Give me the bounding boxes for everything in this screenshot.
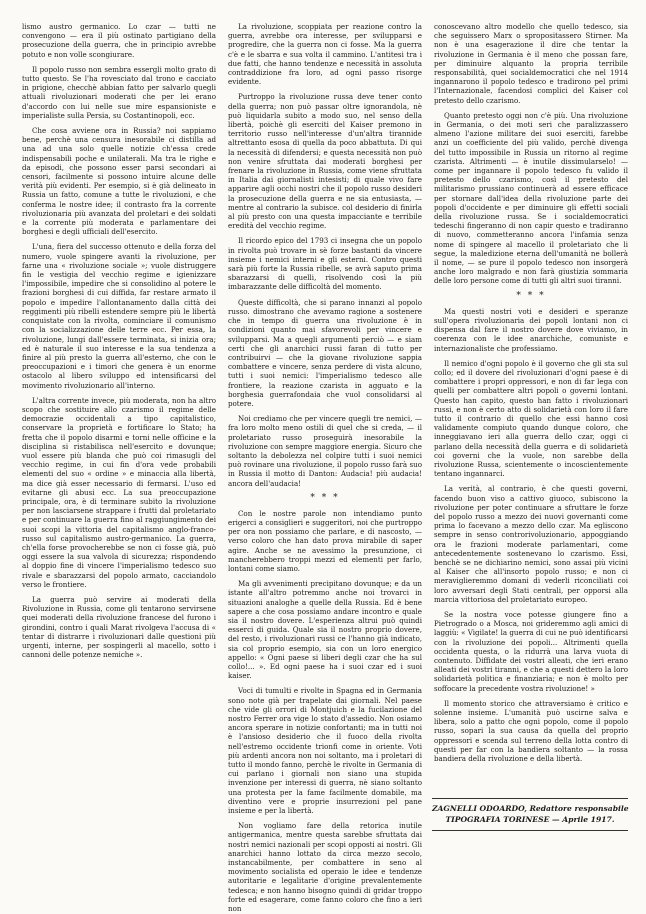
paragraph: Il ricordo epico del 1793 ci insegna che un popolo in rivolta può trovare in sè forze bastanti da vincere insieme i nemici interni e gli esterni. Contro questi sarà più forte la Russia ribelle, se avrà saputo prima sbarazzarsi di quelli, risolvendo così la più imbarazzante delle difficoltà del momento. [228,236,422,292]
paragraph: Il nemico d'ogni popolo è il governo che gli sta sul collo; ed il dovere del rivoluzionari d'ogni paese è di combattere i propri oppressori, e non di far lega con quelli per combattere altri popoli o governi lontani. Questo han capito, questo han fatto i rivoluzionari russi, e non è certo atto di solidarietà con loro il fare tutto il contrario di quello che essi hanno così validamente compiuto quando dunque coloro, che inneggiavano ieri alla guerra dello czar, oggi ci parlano della necessità della guerra e di solidarietà coi governi che la vuole, non sarebbe della rivoluzione Russa, scientemente o incoscientemente tentano ingannarci. [434,358,628,479]
paragraph: lismo austro germanico. Lo czar — tutti ne convengono — era il più ostinato partigiano della prosecuzione della guerra, che in principio avrebbe potuto e non volle scongiurare. [22,22,216,59]
section-separator: * * * [516,290,546,301]
paragraph: conoscevano altro modello che quello tedesco, sia che seguissero Marx o spropositassero Stirner. Ma non è una esagerazione il dire che tentar la rivoluzione in Germania è il meno che possan fare, per diminuire alquanto la propria terribile responsabilità, quei socialdemocratici che nel 1914 ingannarono il popolo tedesco e tradirono pel primi l'Internazionale, facendosi complici del Kaiser col pretesto dello czarismo. [434,22,628,105]
footer-rule [432,798,628,799]
paragraph: Non vogliamo fare della retorica inutile antigermanica, mentre questa sarebbe sfruttata dai nostri nemici nazionali per scopi opposti ai nostri. Gli anarchici hanno lottato da circa mezzo secolo, instancabilmente, per combattere in seno al movimento socialista ed operaio le idee e tendenze autoritarie e legalitarie d'origine prevalentemente tedesca; e non hanno bisogno quindi di gridar troppo forte ed esagerare, come fanno coloro che fino a ieri non [228,821,422,914]
paragraph: L'una, fiera del successo ottenuto e della forza del numero, vuole spingere avanti la rivoluzione, per farne una « rivoluzione sociale »; vuole distruggere fin le vestigia del vecchio regime e igienizzare l'impossibile, impedire che si consolidino al potere le frazioni borghesi di cui diffida, far restare armato il popolo e impedire l'allontanamento dalla città dei reggimenti più ribelli estendere sempre più le libertà conquistate con la rivolta, cominciare il comunismo con la socializzazione delle terre ecc. Per essa, la rivoluzione, lungi dall'essere terminata, si inizia ora; ed è naturale il suo interesse e la sua tendenza a finire al più presto la guerra all'esterno, che con le preoccupazioni e i timori che genera è un enorme ostacolo al libero sviluppo ed intensificarsi del movimento rivoluzionario all'interno. [22,242,216,390]
paragraph: Se la nostra voce potesse giungere fino a Pietrogrado o a Mosca, noi grideremmo agli amici di laggiù: « Vigilate! la guerra di cui ne può identificarsi con la rivoluzione dei popoli... Altrimenti quella occidenta questa, o la ridurrà una larva vuota di contenuto. Diffidate dei vostri alleati, che ieri erano alleati dei vostri tiranni, e che a questi dettero la loro solidarietà politica e finanziaria; e non è molto per soffocare la precedente vostra rivoluzione! » [434,609,628,693]
paragraph: La verità, al contrario, è che questi governi, facendo buon viso a cattivo giuoco, subiscono la rivoluzione per poter continuare a sfruttare le forze del popolo russo a mezzo dei nuovi governanti come prima lo facevano a mezzo dello czar. Ma egliscono sempre in senso controrivoluzionario, appoggiando ora le frazioni moderate parlamentari, come antecedentemente sostenevano lo czarismo. Essi, benchè se ne dichiarino nemici, sono assai più vicini al Kaiser che all'insorto popolo russo; e non ci meraviglieremmo domani di vederli riconciliati coi loro avversari degli Stati centrali, per opporsi alla marcia vittoriosa del proletariato europeo. [434,484,628,604]
paragraph: Il popolo russo non sembra essergli molto grato di tutto questo. Se l'ha rovesciato dal trono e cacciato in prigione, checchè abbian fatto per salvarlo quegli attuali rivoluzionari moderati che per lei erano d'accordo con lui nelle sue mire espansioniste e imperialiste sulla Persia, su Costantinopoli, ecc. [22,64,216,120]
imprint-footer [432,798,628,831]
paragraph: Voci di tumulti e rivolte in Spagna ed in Germania sono note già per trapelate dai giornali. Nel paese che vide gli orrori di Montjuich e la fucilazione del nostro Ferrer ora vige lo stato d'assedio. Non osiamo ancora sperare in notizie confortanti; ma in tutti noi è l'ansioso desiderio che il fuoco della rivolta nell'estremo occidente trionfi come in oriente. Voti più ardenti ancora non noi soltanto, ma i proletari di tutto il mondo fanno, perchè le rivolte in Germania di cui parlano i giornali non siano una stupida invenzione per interessi di guerra, nè siano soltanto una protesta per la fame facilmente domabile, ma diventino vere e proprie insurrezioni pel pane insieme e per la libertà. [228,686,422,816]
paragraph: La rivoluzione, scoppiata per reazione contro la guerra, avrebbe ora interesse, per svilupparsi e progredire, che la guerra non ci fosse. Ma la guerra c'è e le sbarra e sua volta il cammino. L'antitesi tra i due fatti, che hanno tendenze e necessità in assoluta contraddizione fra loro, ad ogni passo risorge evidente. [228,22,422,87]
paragraph: Che cosa avviene ora in Russia? noi sappiamo bene, perchè una censura inesorabile ci distilla ad una ad una solo quelle notizie ch'essa crede indispensabili poche e unilaterali. Ma tra le righe e da episodi, che possono esser parsi secondari ai censori, facilmente si possono intuire alcune delle verità più evidenti. Per esempio, si è già delineato in Russia un fatto, comune a tutte le rivoluzioni, e che conferma le nostre idee; il contrasto fra la corrente rivoluzionaria più avanzata del proletari e dei soldati e la corrente più moderata e parlamentare dei borghesi e degli ufficiali dell'esercito. [22,126,216,237]
column-3 [434,22,628,812]
paragraph: Quanto pretesto oggi non c'è più. Una rivoluzione in Germania, o dei moti seri che paralizzassero almeno l'azione militare dei suoi eserciti, farebbe anzi un coefficiente del più valido, perchè divenga del tutto impossibile in Russia un ritorno al regime czarista. Altrimenti — è inutile dissimularselo! — come per ingannare il popolo tedesco fu valido il pretesto dello czarismo, così il pretesto del militarismo prussiano continuerà ad essere efficace per stornare dall'idea della rivoluzione parte dei popoli d'occidente e per diminuire gli effetti sociali della rivoluzione russa. Se i socialdemocratici tedeschi fingeranno di non capir questo e tradiranno di nuovo, commetteranno ancora l'infamia senza nome di spingere al macello il proletariato che li segue, la maledizione eterna dell'umanità ne bollerà il nome, — se pure il popolo tedesco non insorgerà anche loro malgrado e non farà giustizia sommaria delle loro persone come di tutti gli altri suoi tiranni. [434,110,628,286]
paragraph: Con le nostre parole non intendiamo punto erigerci a consiglieri e suggeritori, noi che purtroppo per ora non possiamo che parlare, e di nascosto, — verso coloro che han dato prova mirabile di saper agire. Anche se ne avessimo la presunzione, ci mancherebbero troppi mezzi ed elementi per farlo, lontani come siamo. [228,508,422,573]
paragraph: Purtroppo la rivoluzione russa deve tener conto della guerra; non può passar oltre ignorandola, nè può liquidarla subito a modo suo, nel senso della libertà, poichè gli eserciti del Kaiser premono in territorio russo nell'interesse d'un'altra tirannide altrettanto esosa di quella da poco abbattuta. Di qui la necessità di difendersi; e questa necessità non può non venire sfruttata dai moderati borghesi per frenare la rivoluzione in Russia, come viene sfruttata in Italia dai giornalisti intesisti; di quale vivo fare apparire agli occhi nostri che il popolo russo desideri la prosecuzione della guerra e ne sia entusiasta, — mentre al contrario la subisce. col desiderio di finirla al più presto con una questa impacciante e terribile eredità del vecchio regime. [228,92,422,231]
paragraph: Ma gli avvenimenti precipitano dovunque; e da un istante all'altro potremmo anche noi trovarci in situazioni analoghe a quelle della Russia. Ed è bene sapere a che cosa possiamo andare incontro e quale sia il nostro dovere. L'esperienza altrui può quindi esserci di guida. Quale sia il nostro proprio dovere, del resto, i rivoluzionari russi ce l'hanno già indicato, sia col proprio esempio, sia con un loro energico appello: « Ogni paese si liberi degli czar che ha sul collo!... ». Ed ogni paese ha i suoi czar ed i suoi kaiser. [228,579,422,681]
footer-rule [432,830,628,831]
paragraph: Noi crediamo che per vincere quegli tre nemici, — fra loro molto meno ostili di quel che si creda, — il proletariato russo proseguirà inesorabile la rivoluzione con sempre maggiore energia. Sicuro che soltanto la debolezza nel colpire tutti i suoi nemici può rovinare una rivoluzione, il popolo russo farà suo in Russia il motto di Danton: Audacia! più audacia! ancora dell'audacia! [228,414,422,488]
responsible-editor: ZAGNELLI ODOARDO, Redattore responsabile [432,804,629,813]
paragraph: Queste difficoltà, che si parano innanzi al popolo russo. dimostrano che avevamo ragione a sostenere che in tempo di guerra una rivoluzione è in condizioni quanto mai sfavorevoli per vincere e svilupparsi. Ma a quegli argumenti perciò — e siam certi che gli anarchici russi faran di tutto per contribuirvi — che la giovane rivoluzione sappia combattere e vincere, senza perdere di vista alcuno, tutti i suoi nemici: l'imperialismo tedesco alle frontiere, la reazione czarista in agguato e la borghesia guerrafondaia che vuol consolidarsi al potere. [228,297,422,408]
paragraph: La guerra può servire ai moderati della Rivoluzione in Russia, come gli tentarono servirsene quei moderati della rivoluzione francese del furono i girondini, contro i quali Marat rivolgeva l'accusa di « tentar di distrarre i rivoluzionari dalle questioni più urgenti, interne, per sospingerli al macello, sotto i cannoni delle potenze nemiche ». [22,594,216,660]
section-separator: * * * [310,492,340,503]
printer-credit: TIPOGRAFIA TORINESE — Aprile 1917. [445,815,615,824]
paragraph: Ma questi nostri voti e desideri e speranze sull'opera rivoluzionaria dei popoli lontani non ci dispensa dal fare il nostro dovere dove viviamo, in coerenza con le idee anarchiche, comuniste e internazionaliste che professiamo. [434,306,628,353]
paragraph: Il momento storico che attraversiamo è critico e solenne insieme. L'umanità può uscirne salva e libera, solo a patto che ogni popolo, come il popolo russo, sopari la sua causa da quella del proprio oppressori e scenda sul terreno della lotta contro di questi per far con la bandiera soltanto — la rossa bandiera della rivoluzione e della libertà. [434,698,628,764]
paragraph: L'altra corrente invece, più moderata, non ha altro scopo che sostituire allo czarismo il regime delle democrazie occidentali a tipo capitalistico, conservare la proprietà e fortificare lo Stato; ha fretta che il popolo disarmi e torni nelle officine e la disciplina si ristabilisca nell'esercito e dovunque; vuol essere più blanda che può coi rimasugli del vecchio regime, in cui fin d'ora vede probabili elementi del suo « ordine » e minaccia alla libertà, ma dice già esser necessario di fermarsi. L'uso ed evitarne gli abusi ecc. La sua preoccupazione principale, ora, è di terminare subito la rivoluzione per non lasciarsene strappare i frutti dal proletariato e per continuare la guerra fino al raggiungimento dei suoi scopi la vittoria del capitalismo anglo-franco-russo sul capitalismo austro-germanico. La guerra, ch'ella forse provocherebbe se non ci fosse già, può oggi essere la sua valvola di sicurezza; rispondendo al doppio fine di vincere l'imperialismo tedesco suo rivale e sbarazzarsi del popolo armato, cacciandolo verso le frontiere. [22,395,216,589]
column-1 [22,22,216,812]
column-2 [228,22,422,914]
